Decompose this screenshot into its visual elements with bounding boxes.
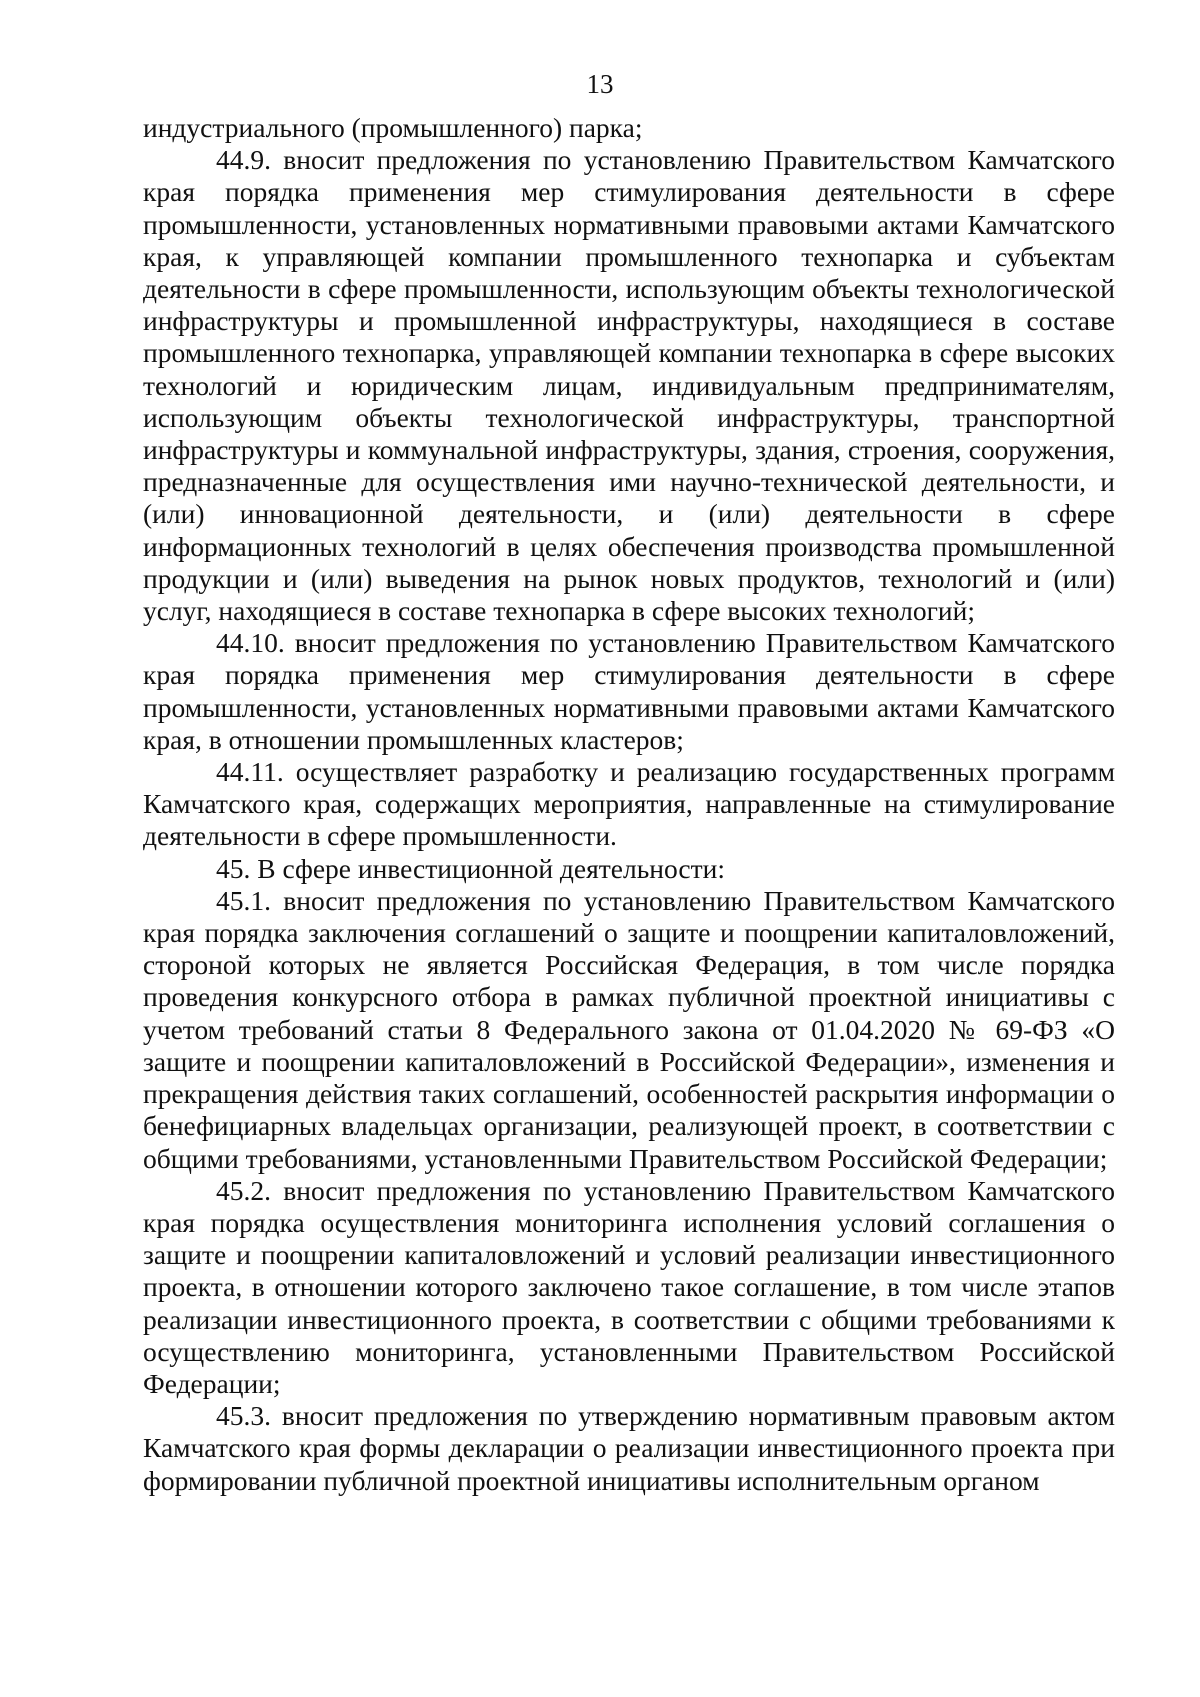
document-body: [143, 112, 1115, 1497]
paragraph: 45.3. вносит предложения по утверждению нормативным правовым актом Камчатского края формы декларации о реализации инвестиционного проекта при формировании публичной проектной инициативы исполнительным органом: [143, 1400, 1115, 1496]
paragraph: 44.10. вносит предложения по установлению Правительством Камчатского края порядка применения мер стимулирования деятельности в сфере промышленности, установленных нормативными правовыми актами Камчатского края, в отношении промышленных кластеров;: [143, 627, 1115, 755]
paragraph: 44.11. осуществляет разработку и реализацию государственных программ Камчатского края, содержащих мероприятия, направленные на стимулирование деятельности в сфере промышленности.: [143, 756, 1115, 852]
paragraph: индустриального (промышленного) парка;: [143, 112, 643, 143]
paragraph: 45.2. вносит предложения по установлению Правительством Камчатского края порядка осуществления мониторинга исполнения условий соглашения о защите и поощрении капиталовложений и условий реализации инвестиционного проекта, в отношении которого заключено такое соглашение, в том числе этапов реализации инвестиционного проекта, в соответствии с общими требованиями к осуществлению мониторинга, установленными Правительством Российской Федерации;: [143, 1174, 1115, 1399]
paragraph: 44.9. вносит предложения по установлению Правительством Камчатского края порядка применения мер стимулирования деятельности в сфере промышленности, установленных нормативными правовыми актами Камчатского края, к управляющей компании промышленного технопарка и субъектам деятельности в сфере промышленности, использующим объекты технологической инфраструктуры и промышленной инфраструктуры, находящиеся в составе промышленного технопарка, управляющей компании технопарка в сфере высоких технологий и юридическим лицам, индивидуальным предпринимателям, использующим объекты технологической инфраструктуры, транспортной инфраструктуры и коммунальной инфраструктуры, здания, строения, сооружения, предназначенные для осуществления ими научно-технической деятельности, и (или) инновационной деятельности, и (или) деятельности в сфере информационных технологий в целях обеспечения производства промышленной продукции и (или) выведения на рынок новых продуктов, технологий и (или) услуг, находящиеся в составе технопарка в сфере высоких технологий;: [143, 144, 1115, 627]
page-number: 13: [586, 69, 614, 99]
paragraph: 45. В сфере инвестиционной деятельности:: [216, 852, 725, 884]
paragraph: 45.1. вносит предложения по установлению Правительством Камчатского края порядка заключения соглашений о защите и поощрении капиталовложений, стороной которых не является Российская Федерация, в том числе порядка проведения конкурсного отбора в рамках публичной проектной инициативы с учетом требований статьи 8 Федерального закона от 01.04.2020 № 69-ФЗ «О защите и поощрении капиталовложений в Российской Федерации», изменения и прекращения действия таких соглашений, особенностей раскрытия информации о бенефициарных владельцах организации, реализующей проект, в соответствии с общими требованиями, установленными Правительством Российской Федерации;: [143, 884, 1115, 1174]
